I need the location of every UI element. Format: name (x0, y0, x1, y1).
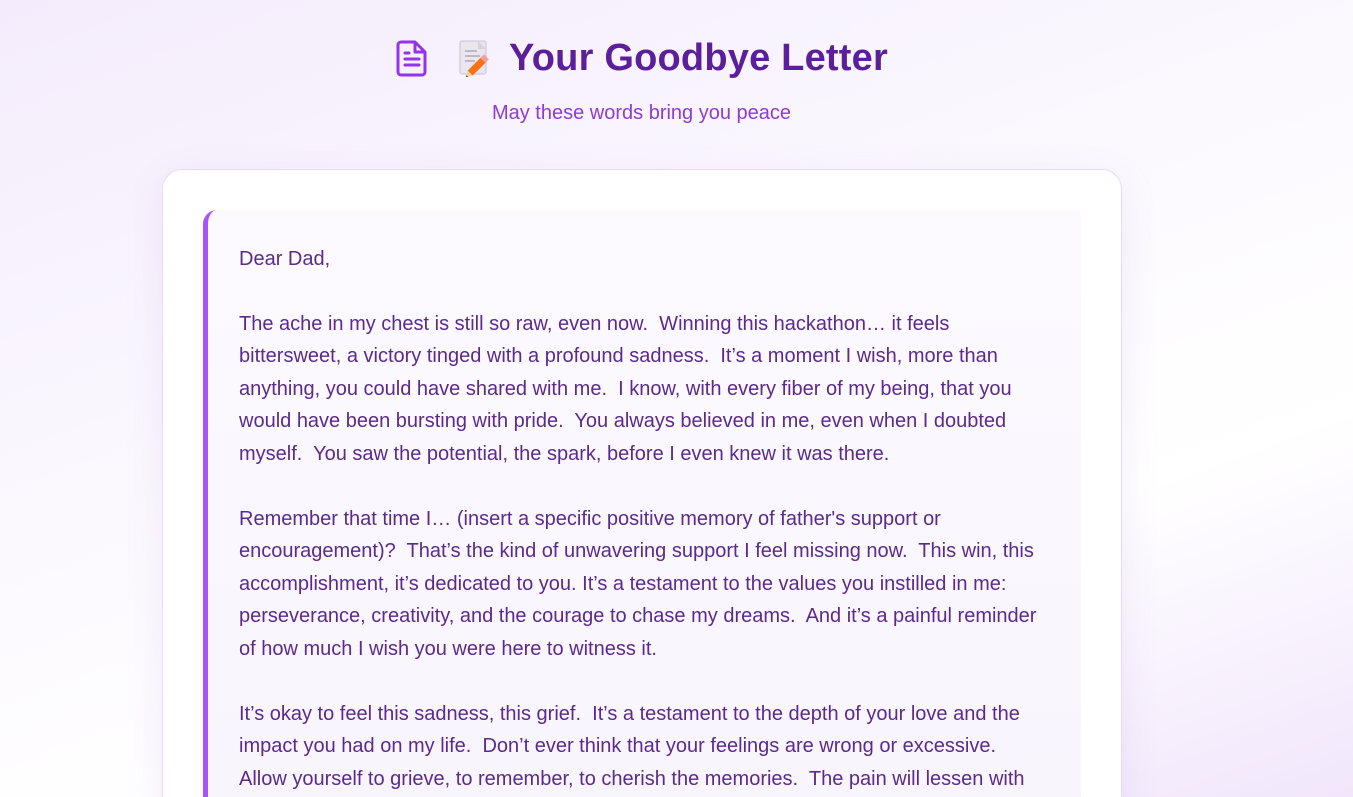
memo-icon (457, 39, 493, 77)
file-text-icon (395, 39, 429, 77)
letter-paragraph: It’s okay to feel this sadness, this grief. It’s a testament to the depth of your love and the impact you had on my life. Don’t ever think that your feelings are wrong or excessive. Allow yourself to grieve, to remember, to cherish the memories. The pain will lessen with (239, 702, 1026, 790)
letter-card (162, 169, 1122, 797)
letter-paragraph: Remember that time I… (insert a specific positive memory of father's support or encouragement)? That’s the kind of unwavering support I feel missing now. This win, this accomplishment, it’s dedicated to you. It’s a testament to the values you instilled in me: perseverance, creativity, and the courage to chase my dreams. And it’s a painful reminder of how much I wish you were here to witness it. (239, 507, 1043, 660)
page-subtitle: May these words bring you peace (491, 102, 792, 124)
page-title: Your Goodbye Letter (509, 37, 888, 79)
letter-body (203, 210, 1081, 797)
letter-paragraph: The ache in my chest is still so raw, even now. Winning this hackathon… it feels bittersweet, a victory tinged with a profound sadness. It’s a moment I wish, more than anything, you could have shared with me. I know, with every fiber of my being, that you would have been bursting with pride. You always believed in me, even when I doubted myself. You saw the potential, the spark, before I even knew it was there. (239, 312, 1018, 465)
page-header (0, 34, 1283, 82)
letter-greeting: Dear Dad, (239, 248, 331, 270)
